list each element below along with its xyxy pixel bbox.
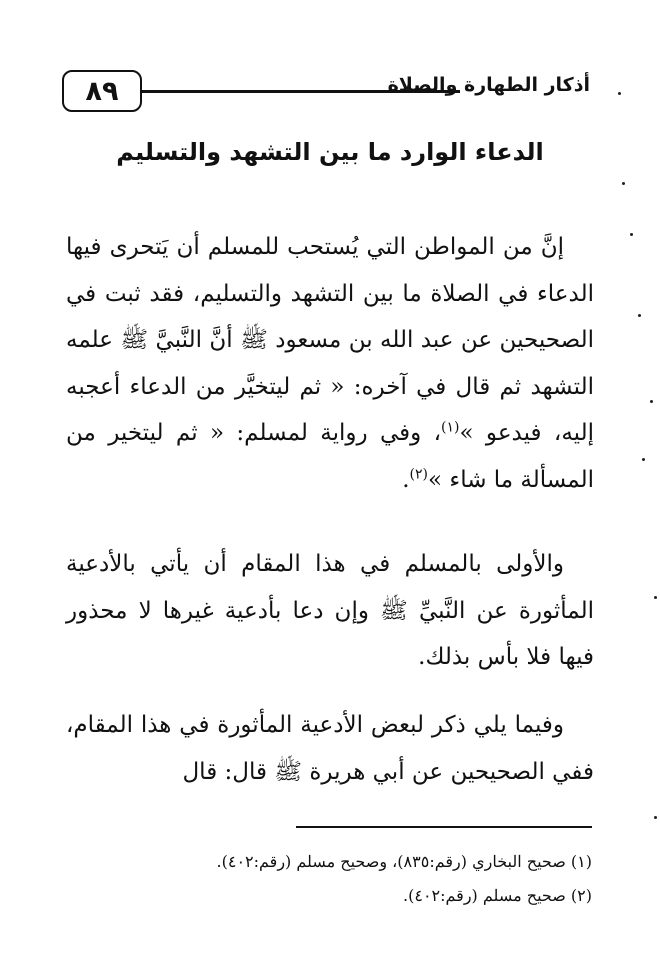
footnote-separator — [296, 826, 592, 828]
paragraph-2-text: والأولى بالمسلم في هذا المقام أن يأتي بالأدعية المأثورة عن النَّبيِّ ﷺ وإن دعا بأدعية غيرها لا محذور فيها فلا بأس بذلك. — [66, 551, 594, 670]
running-header — [62, 68, 590, 120]
section-heading: الدعاء الوارد ما بين التشهد والتسليم — [116, 138, 544, 166]
page-number: ٨٩ — [62, 70, 142, 112]
paragraph-1-text-b: ، وفي رواية لمسلم: « ثم ليتخير من المسألة ما شاء » — [66, 420, 594, 493]
paragraph-1 — [66, 224, 594, 503]
margin-dot — [642, 458, 645, 461]
margin-dot — [630, 233, 633, 236]
footnote-2: (٢) صحيح مسلم (رقم:٤٠٢). — [403, 886, 592, 905]
paragraph-3 — [66, 702, 594, 795]
running-title: أذكار الطهارة والصلاة — [387, 74, 590, 96]
margin-dot — [618, 92, 621, 95]
paragraph-3-text: وفيما يلي ذكر لبعض الأدعية المأثورة في هذا المقام، ففي الصحيحين عن أبي هريرة ﷺ قال: قال — [66, 712, 594, 785]
paragraph-1-text-a: إنَّ من المواطن التي يُستحب للمسلم أن يَتحرى فيها الدعاء في الصلاة ما بين التشهد والتسليم، فقد ثبت في الصحيحين عن عبد الله بن مسعود ﷺ أنَّ النَّبيَّ ﷺ علمه التشهد ثم قال في آخره: « ثم ليتخيَّر من الدعاء أعجبه إليه، فيدعو » — [66, 234, 594, 446]
paragraph-2 — [66, 541, 594, 681]
margin-dot — [650, 400, 653, 403]
footnote-ref-1: (١) — [441, 419, 460, 436]
margin-dot — [622, 182, 625, 185]
margin-dot — [654, 816, 657, 819]
footnotes — [66, 845, 592, 913]
footnote-1: (١) صحيح البخاري (رقم:٨٣٥)، وصحيح مسلم (رقم:٤٠٢). — [216, 852, 592, 871]
margin-dot — [654, 596, 657, 599]
margin-dot — [638, 314, 641, 317]
paragraph-1-text-c: . — [402, 466, 410, 493]
footnote-ref-2: (٢) — [409, 465, 428, 482]
